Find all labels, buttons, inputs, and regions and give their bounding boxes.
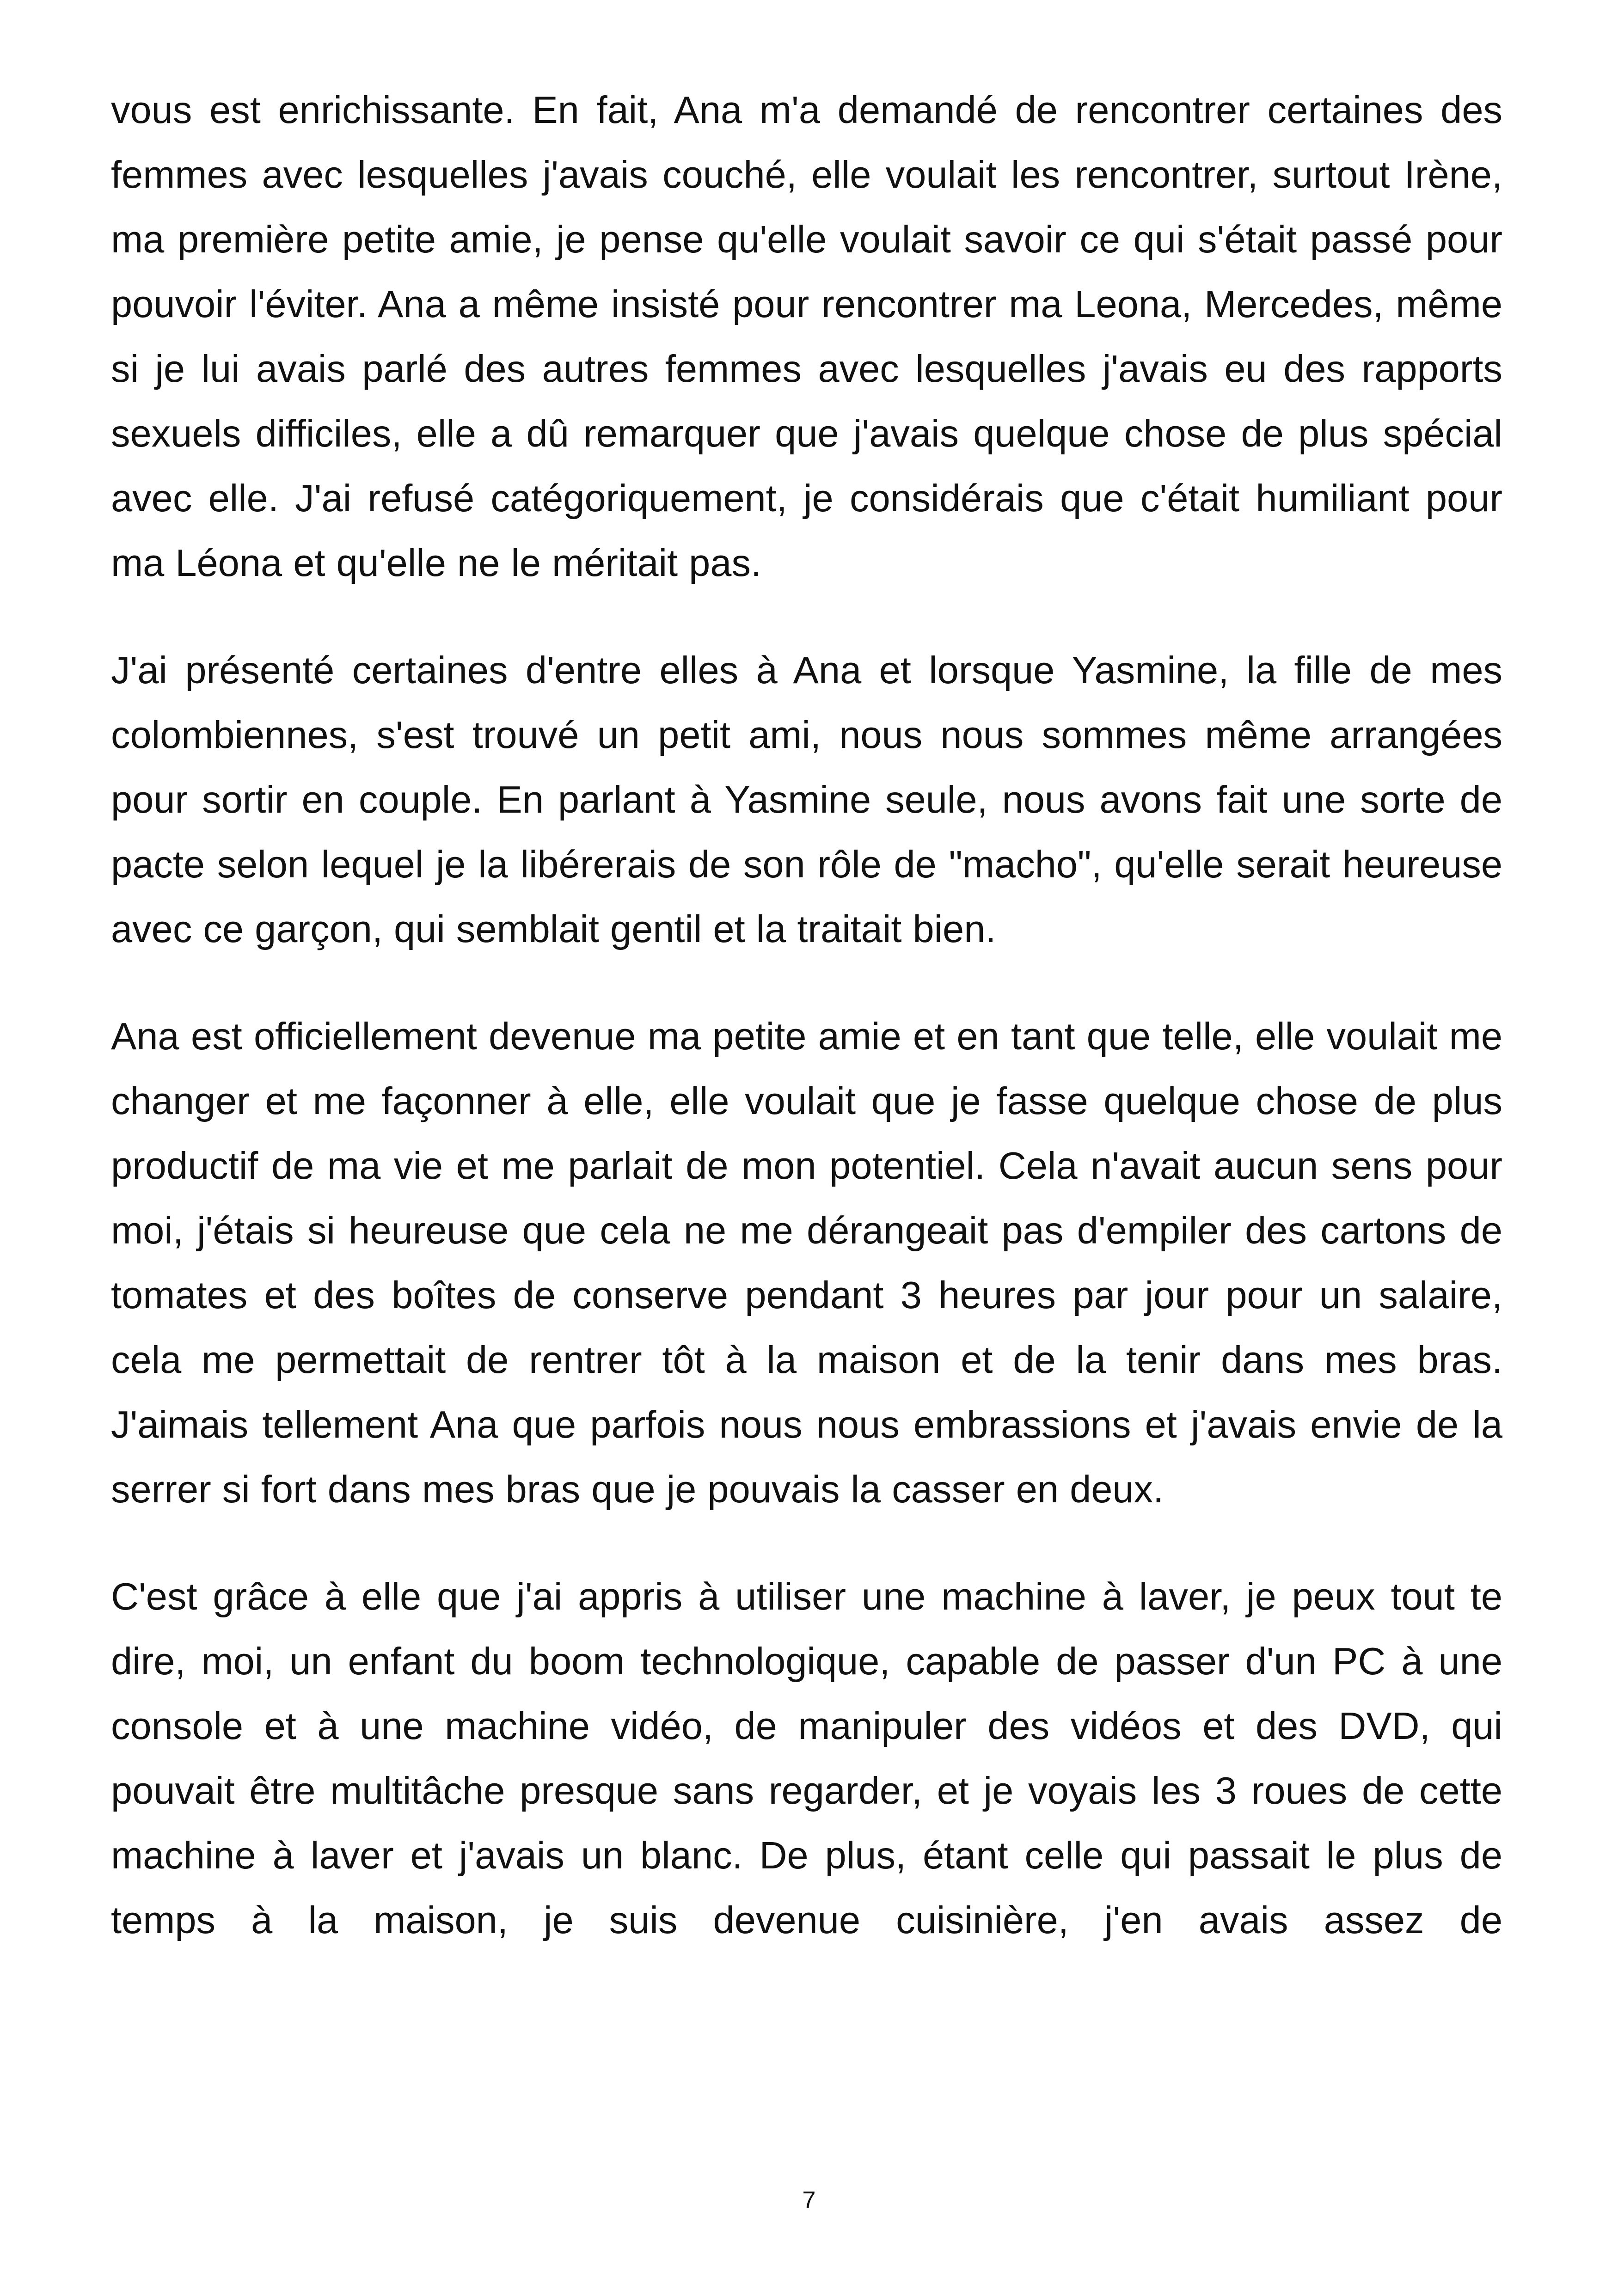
paragraph-4: C'est grâce à elle que j'ai appris à utiliser une machine à laver, je peux tout te dire, moi, un enfant du boom technologique, capable de passer d'un PC à une console et à une machine vidéo, de manipuler des vidéos et des DVD, qui pouvait être multitâche presque sans regarder, et je voyais les 3 roues de cette machine à laver et j'avais un blanc. De plus, étant celle qui passait le plus de temps à la maison, je suis devenue cuisinière, j'en avais assez de [111, 1575, 1502, 1941]
page-number: 7 [802, 2187, 816, 2214]
body-text [111, 78, 1502, 1995]
paragraph-2: J'ai présenté certaines d'entre elles à Ana et lorsque Yasmine, la fille de mes colombiennes, s'est trouvé un petit ami, nous nous sommes même arrangées pour sortir en couple. En parlant à Yasmine seule, nous avons fait une sorte de pacte selon lequel je la libérerais de son rôle de "macho", qu'elle serait heureuse avec ce garçon, qui semblait gentil et la traitait bien. [111, 649, 1502, 950]
paragraph-1: vous est enrichissante. En fait, Ana m'a demandé de rencontrer certaines des femmes avec lesquelles j'avais couché, elle voulait les rencontrer, surtout Irène, ma première petite amie, je pense qu'elle voulait savoir ce qui s'était passé pour pouvoir l'éviter. Ana a même insisté pour rencontrer ma Leona, Mercedes, même si je lui avais parlé des autres femmes avec lesquelles j'avais eu des rapports sexuels difficiles, elle a dû remarquer que j'avais quelque chose de plus spécial avec elle. J'ai refusé catégoriquement, je considérais que c'était humiliant pour ma Léona et qu'elle ne le méritait pas. [111, 88, 1502, 584]
paragraph-3: Ana est officiellement devenue ma petite amie et en tant que telle, elle voulait me changer et me façonner à elle, elle voulait que je fasse quelque chose de plus productif de ma vie et me parlait de mon potentiel. Cela n'avait aucun sens pour moi, j'étais si heureuse que cela ne me dérangeait pas d'empiler des cartons de tomates et des boîtes de conserve pendant 3 heures par jour pour un salaire, cela me permettait de rentrer tôt à la maison et de la tenir dans mes bras. J'aimais tellement Ana que parfois nous nous embrassions et j'avais envie de la serrer si fort dans mes bras que je pouvais la casser en deux. [111, 1015, 1502, 1511]
